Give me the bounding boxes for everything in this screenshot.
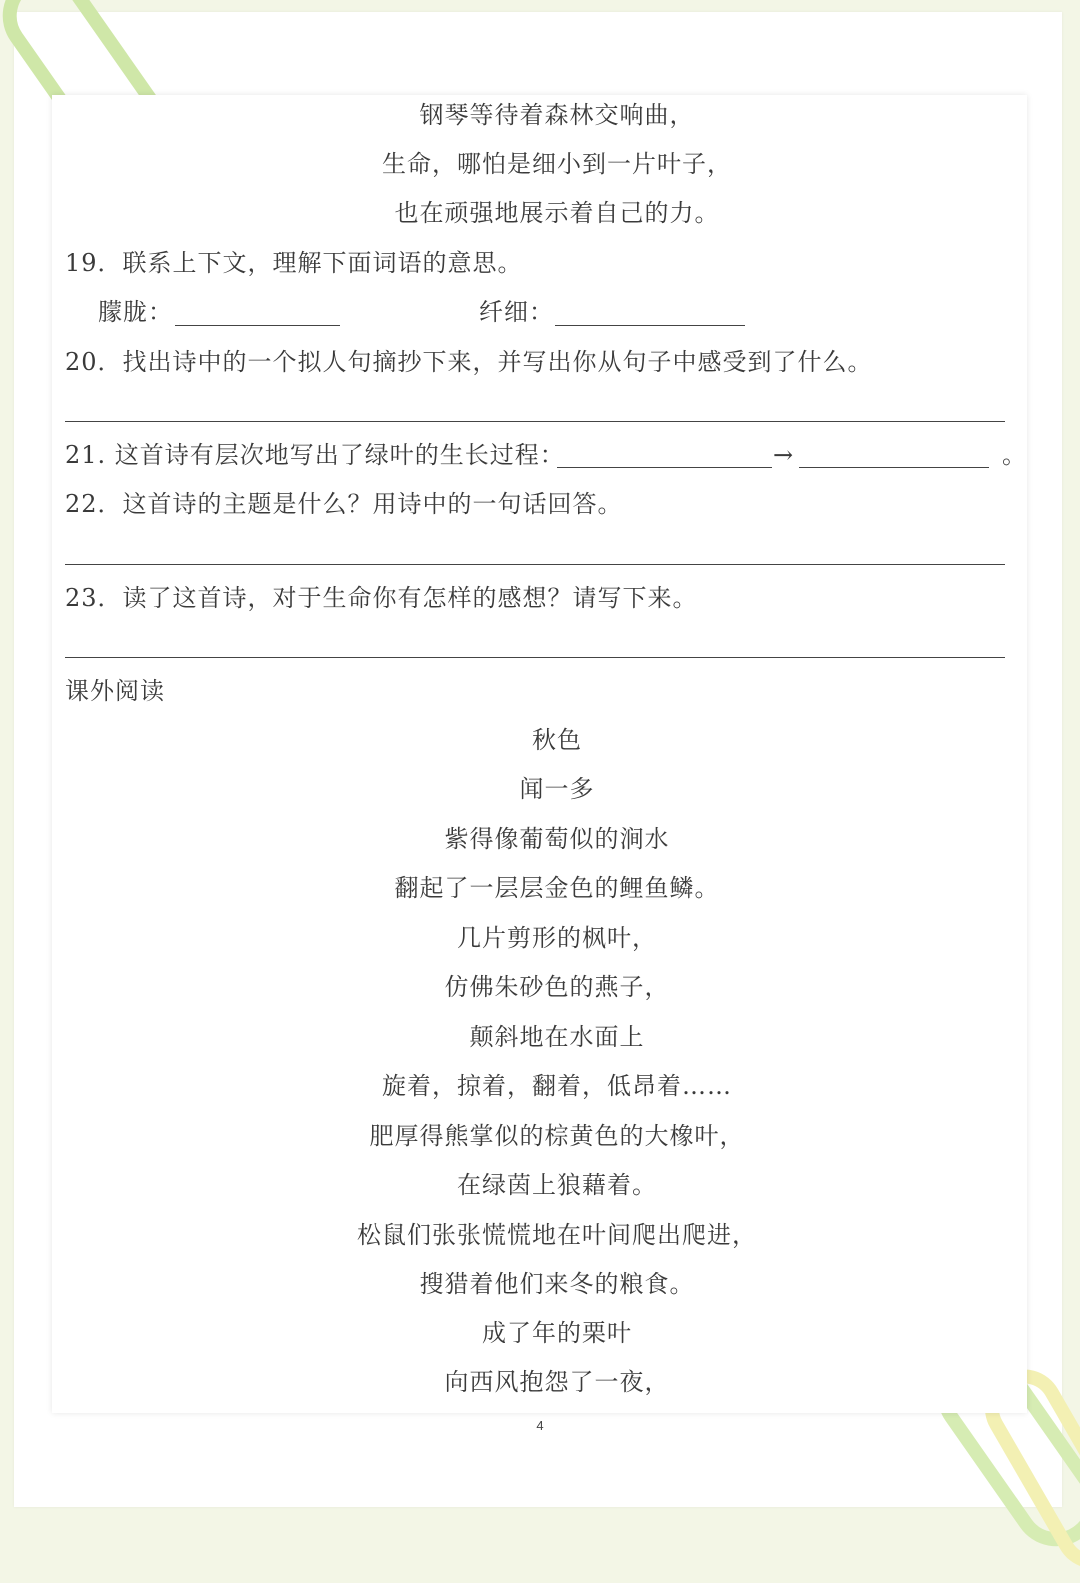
worksheet-content [52,95,1027,1413]
poem2-line: 翻起了一层层金色的鲤鱼鳞。 [394,874,720,902]
poem2-line: 肥厚得熊掌似的棕黄色的大橡叶， [369,1122,745,1150]
poem2-line: 搜猎着他们来冬的粮食。 [419,1270,695,1298]
question-19: 19．联系上下文，理解下面词语的意思。 [65,249,523,277]
question-23: 23．读了这首诗，对于生命你有怎样的感想？请写下来。 [65,584,698,612]
poem2-author: 闻一多 [519,775,595,803]
q21-period: 。 [1002,441,1027,469]
poem2-title: 秋色 [532,726,582,754]
q19-word1-answer-blank[interactable] [175,325,340,326]
poem1-line: 生命，哪怕是细小到一片叶子， [382,150,732,178]
poem2-line: 在绿茵上狼藉着。 [457,1171,657,1199]
poem2-line: 颠斜地在水面上 [469,1023,645,1051]
poem1-line: 也在顽强地展示着自己的力。 [394,199,720,227]
q21-answer-blank-1[interactable] [557,467,772,468]
q19-word1-label: 朦胧： [98,298,173,326]
section-title: 课外阅读 [65,677,165,705]
q23-answer-line[interactable] [65,657,1005,658]
q19-word2-answer-blank[interactable] [555,325,745,326]
question-21: 21. 这首诗有层次地写出了绿叶的生长过程： [65,441,565,469]
poem2-line: 旋着，掠着，翻着，低昂着…… [382,1072,732,1100]
q21-answer-blank-2[interactable] [799,467,989,468]
q21-arrow: → [773,441,795,469]
question-20: 20．找出诗中的一个拟人句摘抄下来，并写出你从句子中感受到了什么。 [65,348,873,376]
poem2-line: 几片剪形的枫叶， [457,924,657,952]
q19-word2-label: 纤细： [479,298,554,326]
poem2-line: 松鼠们张张慌慌地在叶间爬出爬进， [357,1221,757,1249]
poem2-line: 成了年的栗叶 [482,1319,632,1347]
q22-answer-line[interactable] [65,564,1005,565]
page-number: 4 [536,1418,544,1433]
poem2-line: 紫得像葡萄似的涧水 [444,825,670,853]
poem1-line: 钢琴等待着森林交响曲， [419,101,695,129]
q20-answer-line[interactable] [65,421,1005,422]
poem2-line: 仿佛朱砂色的燕子， [444,973,670,1001]
question-22: 22．这首诗的主题是什么？用诗中的一句话回答。 [65,490,623,518]
poem2-line: 向西风抱怨了一夜， [444,1368,670,1396]
